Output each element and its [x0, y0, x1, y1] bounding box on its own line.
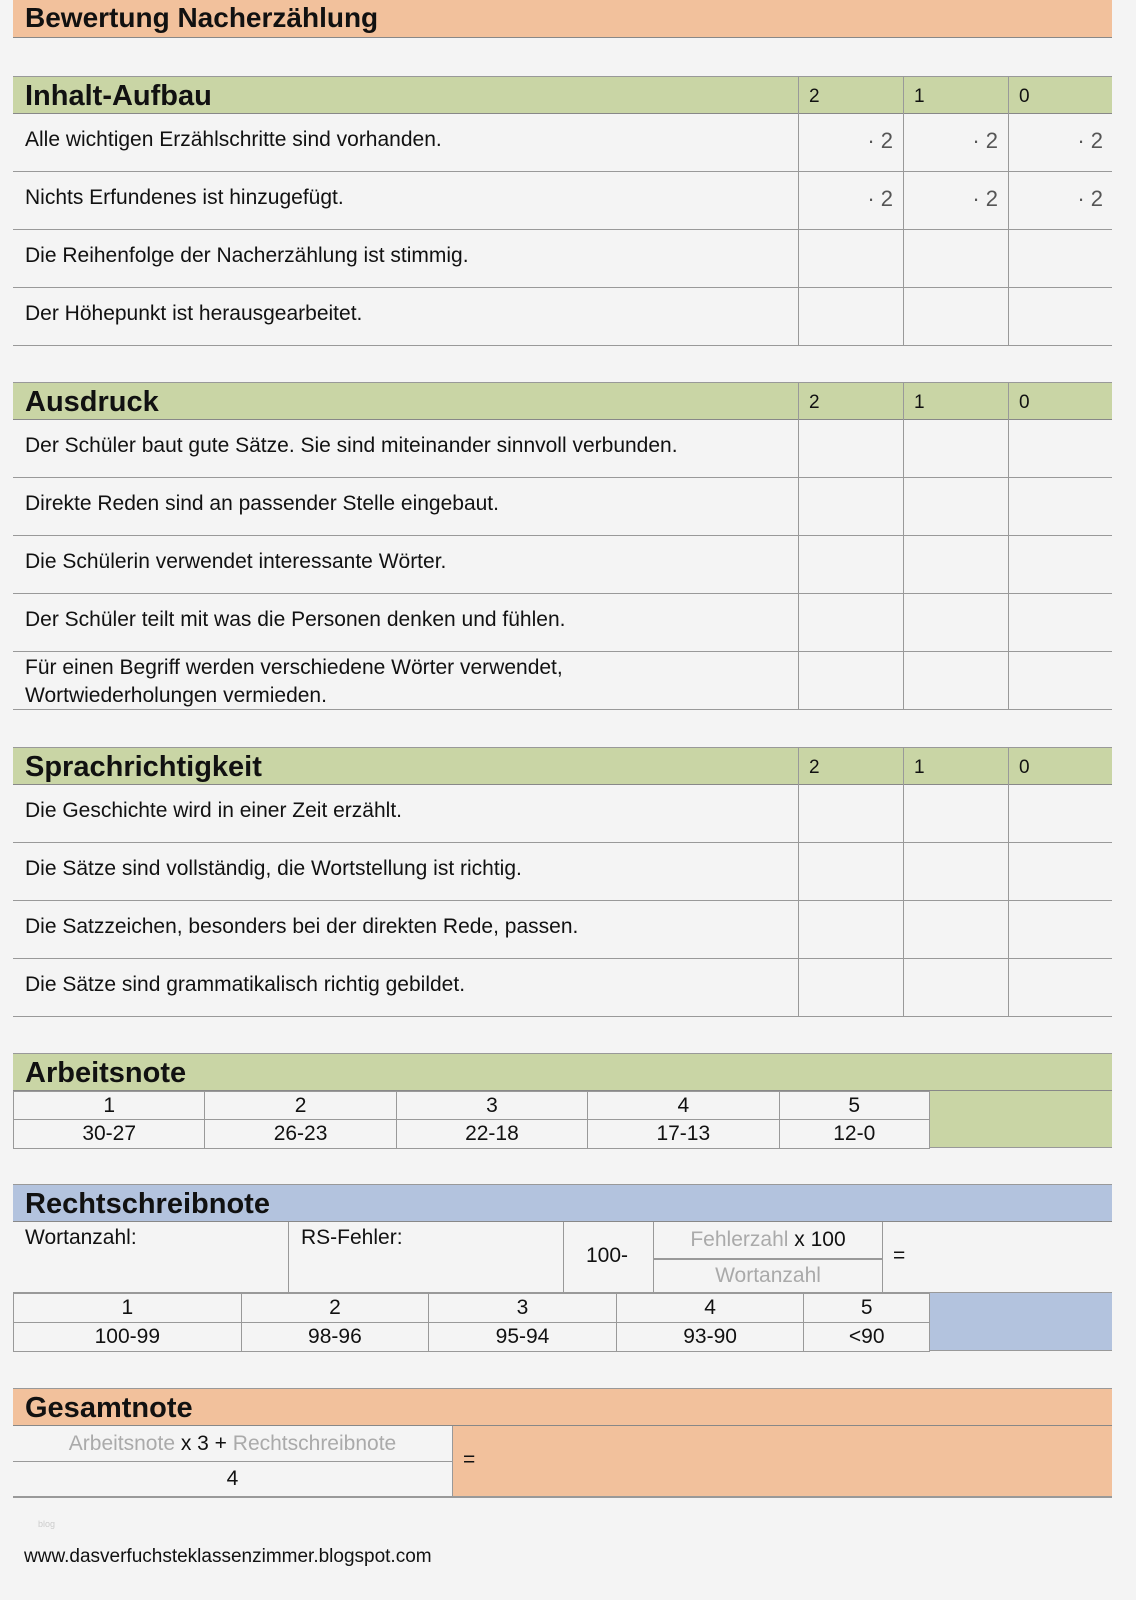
score-cell[interactable]: · 2 — [1008, 172, 1113, 229]
grade: 4 — [616, 1294, 804, 1323]
gesamtnote-denominator: 4 — [226, 1467, 239, 1490]
score-cell[interactable] — [903, 843, 1008, 900]
gesamtnote-header — [13, 1388, 1112, 1426]
score-cell[interactable] — [1008, 901, 1113, 958]
criterion-row — [13, 420, 1112, 478]
criterion-text: Der Schüler teilt mit was die Personen denken und fühlen. — [25, 608, 566, 631]
rs-fehler-label: RS-Fehler: — [301, 1226, 403, 1249]
score-cell[interactable] — [903, 959, 1008, 1016]
range: <90 — [804, 1323, 930, 1352]
score-cell[interactable] — [903, 536, 1008, 593]
numerator-var2: Rechtschreibnote — [232, 1432, 397, 1455]
criterion-row — [13, 478, 1112, 536]
criterion-text: Die Schülerin verwendet interessante Wörter. — [25, 550, 447, 573]
range: 93-90 — [616, 1323, 804, 1352]
criterion-row — [13, 959, 1112, 1017]
criterion-text: Direkte Reden sind an passender Stelle eingebaut. — [25, 492, 499, 515]
grade: 5 — [804, 1294, 930, 1323]
arbeitsnote-grade-table — [13, 1091, 930, 1149]
section-header-inhalt-aufbau — [13, 76, 1112, 114]
score-cell[interactable] — [798, 230, 903, 287]
score-column-header: 2 — [798, 748, 903, 786]
rechtschreibnote-header — [13, 1184, 1112, 1222]
range: 12-0 — [779, 1120, 930, 1149]
score-cell[interactable] — [798, 785, 903, 842]
score-cell[interactable] — [1008, 288, 1113, 345]
range: 26-23 — [205, 1120, 396, 1149]
range: 30-27 — [14, 1120, 205, 1149]
criterion-text: Nichts Erfundenes ist hinzugefügt. — [25, 186, 344, 209]
criterion-row — [13, 843, 1112, 901]
score-cell[interactable] — [903, 420, 1008, 477]
score-cell[interactable] — [798, 536, 903, 593]
score-cell[interactable] — [798, 652, 903, 709]
section-title: Inhalt-Aufbau — [25, 80, 212, 112]
score-cell[interactable] — [1008, 478, 1113, 535]
grade: 1 — [14, 1092, 205, 1120]
score-column-header: 0 — [1008, 77, 1113, 115]
criterion-row — [13, 652, 1112, 710]
criterion-row — [13, 172, 1112, 230]
score-cell[interactable] — [1008, 594, 1113, 651]
grade: 4 — [588, 1092, 779, 1120]
score-cell[interactable] — [903, 594, 1008, 651]
formula-prefix: 100- — [563, 1222, 653, 1292]
rechtschreibnote-calc-row — [13, 1222, 1112, 1293]
score-column-header: 1 — [903, 748, 1008, 786]
score-cell[interactable] — [798, 420, 903, 477]
score-cell[interactable] — [798, 594, 903, 651]
equals-sign: = — [893, 1244, 906, 1267]
section-header-sprachrichtigkeit — [13, 747, 1112, 785]
gesamtnote-title: Gesamtnote — [25, 1392, 193, 1424]
score-cell[interactable]: · 2 — [903, 114, 1008, 171]
score-cell[interactable] — [903, 288, 1008, 345]
wortanzahl-label: Wortanzahl: — [25, 1226, 137, 1249]
score-cell[interactable]: · 2 — [903, 172, 1008, 229]
score-cell[interactable] — [1008, 420, 1113, 477]
score-cell[interactable] — [903, 901, 1008, 958]
range: 22-18 — [396, 1120, 587, 1149]
criterion-row — [13, 288, 1112, 346]
grade: 5 — [779, 1092, 930, 1120]
rs-fehler-field[interactable] — [288, 1222, 563, 1292]
arbeitsnote-result-field[interactable] — [929, 1091, 1112, 1148]
score-cell[interactable] — [798, 843, 903, 900]
formula-numerator — [653, 1222, 882, 1260]
criterion-row — [13, 536, 1112, 594]
criterion-row — [13, 114, 1112, 172]
page-title: Bewertung Nacherzählung — [25, 2, 379, 33]
score-column-header: 1 — [903, 77, 1008, 115]
score-cell[interactable] — [1008, 959, 1113, 1016]
range: 100-99 — [14, 1323, 242, 1352]
numerator-var1: Arbeitsnote — [68, 1432, 175, 1455]
section-title: Ausdruck — [25, 386, 159, 418]
grade: 3 — [429, 1294, 617, 1323]
score-cell[interactable] — [1008, 785, 1113, 842]
numerator-var: Fehlerzahl — [690, 1228, 789, 1251]
criterion-text: Die Satzzeichen, besonders bei der direkten Rede, passen. — [25, 915, 579, 938]
rechtschreibnote-title: Rechtschreibnote — [25, 1188, 270, 1220]
rechtschreibnote-grade-table — [13, 1293, 930, 1352]
range: 98-96 — [241, 1323, 429, 1352]
criterion-text: Die Geschichte wird in einer Zeit erzählt. — [25, 799, 402, 822]
criterion-row — [13, 785, 1112, 843]
gesamtnote-result-field[interactable] — [452, 1426, 1112, 1496]
criterion-text: Alle wichtigen Erzählschritte sind vorhanden. — [25, 128, 442, 151]
score-column-header: 0 — [1008, 383, 1113, 421]
score-cell[interactable] — [798, 478, 903, 535]
footer-url[interactable]: www.dasverfuchsteklassenzimmer.blogspot.com — [24, 1546, 432, 1567]
grade: 2 — [241, 1294, 429, 1323]
gesamtnote-numerator — [13, 1426, 452, 1462]
rechtschreibnote-grade-field[interactable] — [929, 1293, 1112, 1351]
wortanzahl-field[interactable] — [13, 1222, 288, 1292]
equals-sign: = — [463, 1448, 476, 1471]
score-cell[interactable] — [1008, 843, 1113, 900]
score-column-header: 1 — [903, 383, 1008, 421]
criterion-row — [13, 594, 1112, 652]
grade: 1 — [14, 1294, 242, 1323]
score-column-header: 0 — [1008, 748, 1113, 786]
range: 17-13 — [588, 1120, 779, 1149]
page-title-bar — [13, 0, 1112, 38]
score-cell[interactable] — [903, 478, 1008, 535]
score-column-header: 2 — [798, 383, 903, 421]
gesamtnote-calc-row — [13, 1426, 1112, 1498]
score-cell[interactable] — [1008, 652, 1113, 709]
score-cell[interactable] — [1008, 536, 1113, 593]
grade: 3 — [396, 1092, 587, 1120]
score-cell[interactable] — [798, 901, 903, 958]
arbeitsnote-title: Arbeitsnote — [25, 1057, 187, 1089]
criterion-row — [13, 901, 1112, 959]
score-cell[interactable]: · 2 — [1008, 114, 1113, 171]
score-cell[interactable] — [903, 652, 1008, 709]
criterion-row — [13, 230, 1112, 288]
score-cell[interactable] — [903, 230, 1008, 287]
watermark: blog — [38, 1519, 56, 1529]
section-header-ausdruck — [13, 382, 1112, 420]
numerator-op: x 3 + — [175, 1432, 233, 1455]
rechtschreibnote-result-field[interactable] — [882, 1222, 1112, 1292]
criterion-text: Die Sätze sind vollständig, die Wortstellung ist richtig. — [25, 857, 522, 880]
score-cell[interactable] — [798, 959, 903, 1016]
score-cell[interactable] — [798, 288, 903, 345]
section-title: Sprachrichtigkeit — [25, 751, 262, 783]
criterion-text: Der Schüler baut gute Sätze. Sie sind miteinander sinnvoll verbunden. — [25, 434, 678, 457]
criterion-text: Die Sätze sind grammatikalisch richtig gebildet. — [25, 973, 466, 996]
numerator-op: x 100 — [788, 1228, 846, 1251]
formula-denominator: Wortanzahl — [653, 1260, 882, 1292]
criterion-text: Der Höhepunkt ist herausgearbeitet. — [25, 302, 363, 325]
score-cell[interactable] — [1008, 230, 1113, 287]
grade: 2 — [205, 1092, 396, 1120]
range: 95-94 — [429, 1323, 617, 1352]
score-cell[interactable]: · 2 — [798, 114, 903, 171]
arbeitsnote-header — [13, 1053, 1112, 1091]
score-cell[interactable] — [903, 785, 1008, 842]
score-column-header: 2 — [798, 77, 903, 115]
criterion-text: Für einen Begriff werden verschiedene Wörter verwendet, Wortwiederholungen vermieden. — [25, 656, 563, 707]
score-cell[interactable]: · 2 — [798, 172, 903, 229]
criterion-text: Die Reihenfolge der Nacherzählung ist stimmig. — [25, 244, 469, 267]
